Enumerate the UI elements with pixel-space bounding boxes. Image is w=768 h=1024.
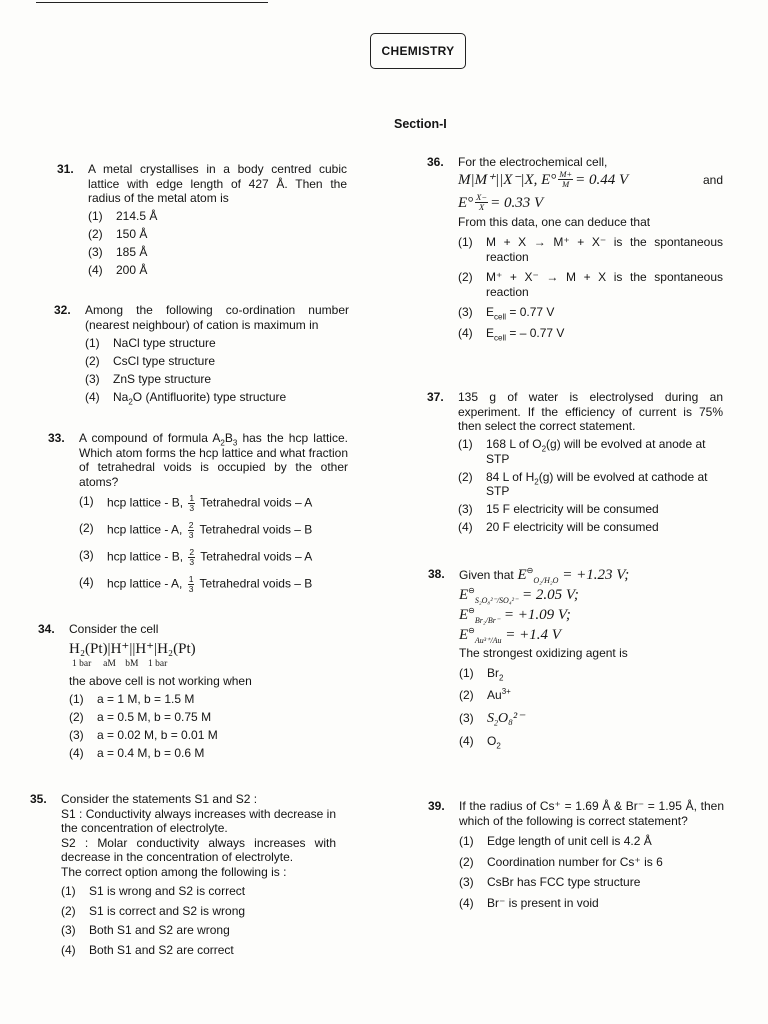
- cell-equation-2: E° $\frac{X-}{X}$ = 0.33 V: [458, 192, 544, 212]
- subject-title: CHEMISTRY: [381, 44, 455, 58]
- fraction: $\frac{M+}{M}$: [559, 169, 573, 189]
- question-37: [427, 390, 723, 535]
- option-3[interactable]: (3) ZnS type structure: [85, 371, 212, 386]
- question-number: 39.: [428, 799, 445, 813]
- question-number: 31.: [57, 162, 74, 176]
- potential-1: Given that $E^⊖_{O_2/H_2O} = +1.23$ V;: [459, 566, 630, 585]
- fraction: $\frac{1}{3}$: [189, 493, 195, 513]
- option-3[interactable]: (3) hcp lattice - B, $\frac{2}{3}$ Tetrahedral voids – A: [79, 547, 313, 567]
- option-2[interactable]: (2) M⁺ + X⁻ → M + X is the spontaneous reaction: [458, 270, 723, 299]
- option-2[interactable]: (2) CsCl type structure: [85, 353, 216, 368]
- top-rule: [36, 2, 268, 3]
- question-stem-2: the above cell is not working when: [69, 673, 252, 688]
- question-stem: A compound of formula $A_2B_3$ has the hcp lattice. Which atom forms the hcp lattice and what fraction of tetrahedral voids is occupied by the other atoms?: [79, 431, 348, 489]
- option-2[interactable]: (2) $Au^{3+}$: [459, 687, 511, 702]
- cell-notation: H₂(Pt)|H⁺||H⁺|H₂(Pt): [69, 640, 196, 657]
- option-2[interactable]: (2) Coordination number for Cs⁺ is 6: [459, 854, 663, 869]
- option-1[interactable]: (1) NaCl type structure: [85, 335, 216, 350]
- option-4[interactable]: (4) hcp lattice - A, $\frac{1}{3}$ Tetrahedral voids – B: [79, 574, 313, 594]
- question-number: 34.: [38, 622, 55, 636]
- fraction: $\frac{1}{3}$: [188, 574, 194, 594]
- question-number: 33.: [48, 431, 65, 445]
- potential-2: $E^⊖_{S_2O_8^{2-}/SO_4^{2-}} = 2.05$ V;: [459, 586, 579, 605]
- potential-4: $E^⊖_{Au^{3+}/Au} = +1.4$ V: [459, 626, 561, 645]
- option-2[interactable]: (2) S1 is correct and S2 is wrong: [61, 903, 246, 918]
- fraction: $\frac{X-}{X}$: [476, 192, 488, 212]
- question-34: [38, 622, 338, 760]
- option-3[interactable]: (3) Both S1 and S2 are wrong: [61, 923, 230, 937]
- question-stem: If the radius of Cs⁺ = 1.69 Å & Br⁻ = 1.95 Å, then which of the following is correct statement?: [459, 799, 724, 828]
- question-32: [54, 303, 349, 404]
- option-4[interactable]: (4) $O_2$: [459, 734, 501, 751]
- option-2[interactable]: (2) 150 Å: [88, 227, 148, 241]
- question-stem: 135 g of water is electrolysed during an experiment. If the efficiency of current is 75% then select the correct statement.: [458, 390, 723, 433]
- option-4[interactable]: (4) 200 Å: [88, 263, 148, 277]
- question-38: [428, 567, 724, 749]
- question-number: 32.: [54, 303, 71, 317]
- question-stem: A metal crystallises in a body centred cubic lattice with edge length of 427 Å. Then the radius of the metal atom is: [88, 162, 347, 205]
- question-number: 38.: [428, 567, 445, 581]
- option-4[interactable]: (4) a = 0.4 M, b = 0.6 M: [69, 745, 205, 760]
- question-stem: Consider the cell: [69, 622, 159, 636]
- option-3[interactable]: (3) $E_{cell} = 0.77$ V: [458, 305, 555, 322]
- option-4[interactable]: (4) Br⁻ is present in void: [459, 895, 599, 910]
- question-stem: For the electrochemical cell,: [458, 155, 608, 169]
- option-1[interactable]: (1) 168 L of $O_2(g)$ will be evolved at anode at STP: [458, 437, 706, 466]
- option-1[interactable]: (1) hcp lattice - B, $\frac{1}{3}$ Tetrahedral voids – A: [79, 493, 313, 513]
- question-number: 37.: [427, 390, 444, 404]
- option-3[interactable]: (3) CsBr has FCC type structure: [459, 875, 641, 889]
- question-39: [428, 799, 724, 910]
- question-stem: Among the following co-ordination number (nearest neighbour) of cation is maximum in: [85, 303, 349, 332]
- question-35: [30, 792, 336, 957]
- option-1[interactable]: (1) Edge length of unit cell is 4.2 Å: [459, 834, 652, 848]
- option-2[interactable]: (2) hcp lattice - A, $\frac{2}{3}$ Tetrahedral voids – B: [79, 520, 313, 540]
- fraction: $\frac{2}{3}$: [188, 520, 194, 540]
- option-3[interactable]: (3) 185 Å: [88, 245, 148, 259]
- option-3[interactable]: (3) $S_2O_8^{2-}$: [459, 710, 525, 727]
- option-4[interactable]: (4) $Na_2O$ (Antifluorite) type structure: [85, 389, 287, 406]
- option-2[interactable]: (2) 84 L of $H_2(g)$ will be evolved at cathode at STP: [458, 469, 708, 498]
- question-stem: Consider the statements S1 and S2 :: [61, 792, 258, 806]
- question-36: [427, 155, 723, 340]
- option-1[interactable]: (1) S1 is wrong and S2 is correct: [61, 884, 246, 898]
- option-1[interactable]: (1) $Br_2$: [459, 665, 504, 682]
- option-4[interactable]: (4) 20 F electricity will be consumed: [458, 520, 659, 534]
- statement-s2: S2 : Molar conductivity always increases with decrease in the concentration of electrolyte.: [61, 835, 336, 864]
- question-number: 35.: [30, 792, 47, 806]
- option-1[interactable]: (1) M + X → M⁺ + X⁻ is the spontaneous reaction: [458, 235, 723, 264]
- section-heading: Section-I: [394, 117, 447, 131]
- fraction: $\frac{2}{3}$: [189, 547, 195, 567]
- question-stem-2: From this data, one can deduce that: [458, 214, 651, 229]
- option-1[interactable]: (1) a = 1 M, b = 1.5 M: [69, 691, 195, 706]
- option-4[interactable]: (4) $E_{cell}$ = – 0.77 V: [458, 325, 565, 342]
- question-31: [57, 162, 347, 278]
- question-number: 36.: [427, 155, 444, 169]
- cell-conditions: 1 bar aM bM 1 bar: [72, 658, 168, 669]
- subject-box: [370, 33, 466, 69]
- option-2[interactable]: (2) a = 0.5 M, b = 0.75 M: [69, 709, 212, 724]
- option-3[interactable]: (3) a = 0.02 M, b = 0.01 M: [69, 727, 218, 742]
- cell-equation-1: M|M⁺||X⁻|X, E° $\frac{M+}{M}$ = 0.44 V and: [458, 169, 723, 189]
- question-stem-2: The strongest oxidizing agent is: [459, 646, 628, 660]
- option-1[interactable]: (1) 214.5 Å: [88, 209, 158, 223]
- option-3[interactable]: (3) 15 F electricity will be consumed: [458, 502, 659, 516]
- potential-3: $E^⊖_{Br_2/Br^-} = +1.09$ V;: [459, 606, 571, 625]
- question-stem-2: The correct option among the following is :: [61, 864, 287, 879]
- question-33: [48, 431, 348, 594]
- statement-s1: S1 : Conductivity always increases with decrease in the concentration of electrolyte.: [61, 806, 336, 835]
- option-4[interactable]: (4) Both S1 and S2 are correct: [61, 942, 234, 957]
